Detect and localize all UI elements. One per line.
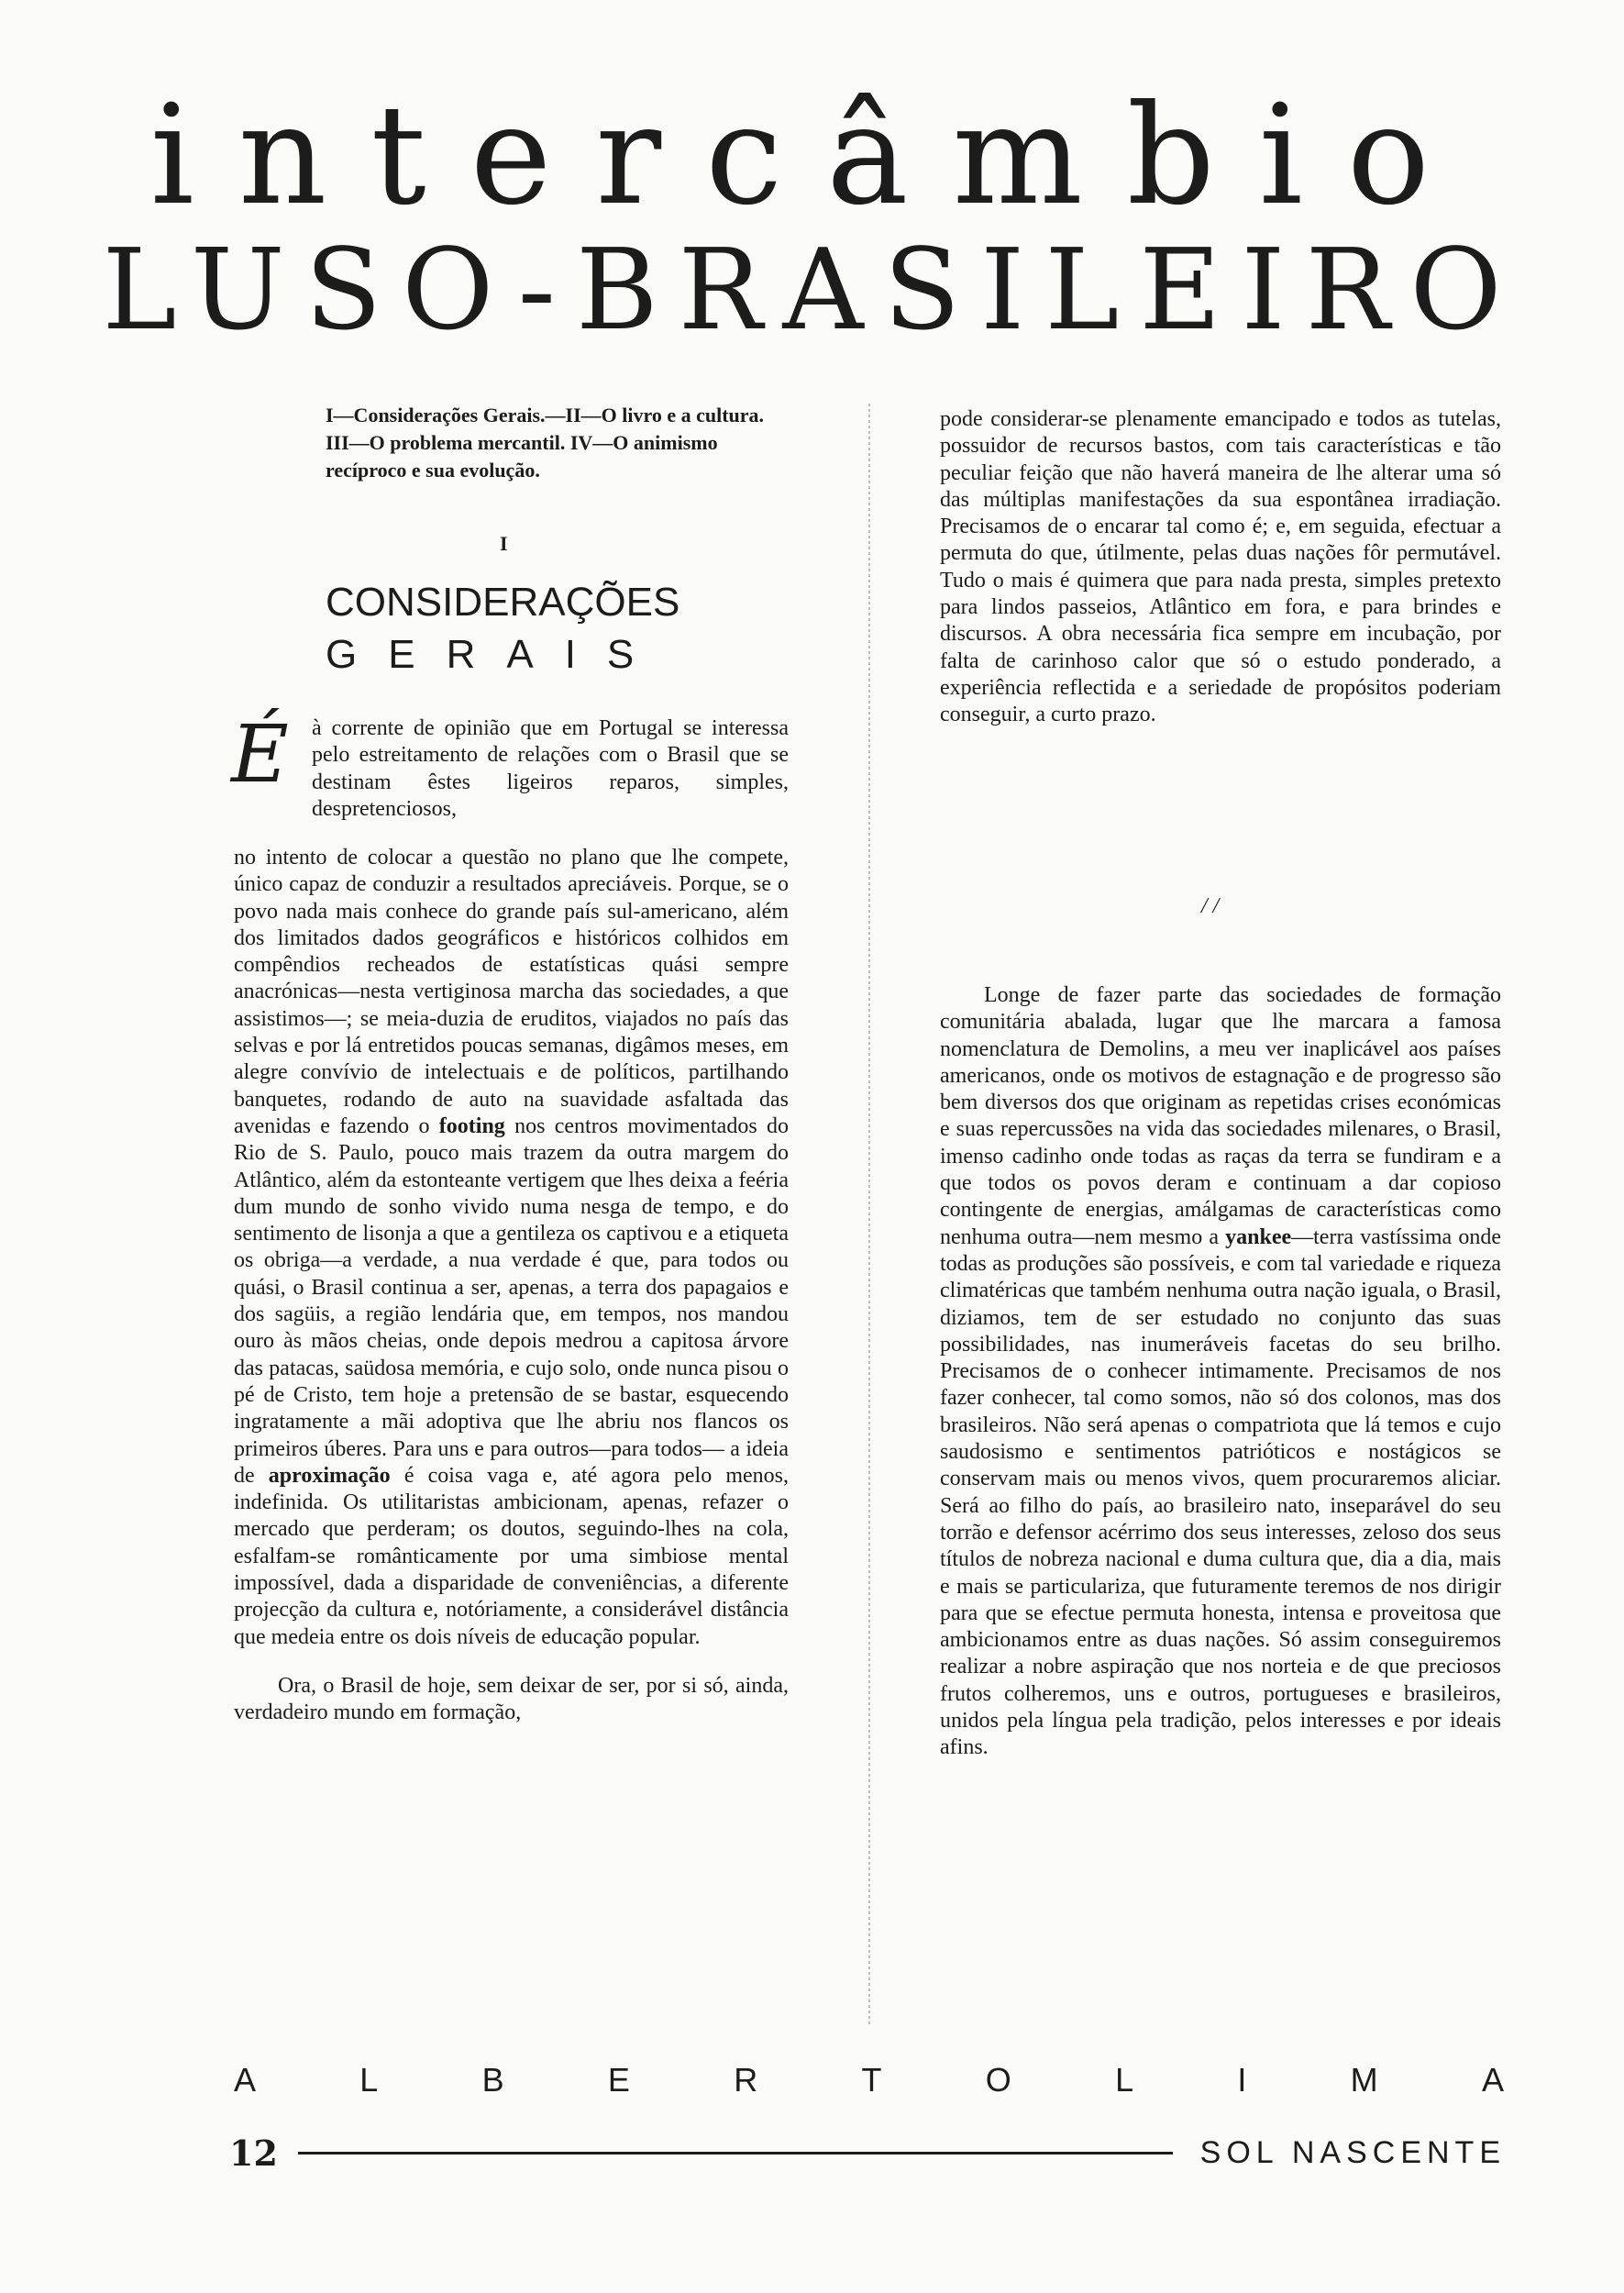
- right-paragraph-2-part-b: —terra vastíssima onde todas as produções são possíveis, e com tal variedade e riqueza climatéricas que também nenhuma outra nação iguala, o Brasil, diziamos, tem de ser estudado no conjunto das suas possibilidades, nas inumeráveis facetas do seu brilho. Precisamos de o conhecer intimamente. Precisamos de nos fazer conhecer, tal como somos, não só dos colonos, mas dos brasileiros. Não será apenas o compatriota que lá temos e cujo saudosismo e sentimentos patrióticos e nostágicos se conservam mais ou menos vivos, quem procuraremos aliciar. Será ao filho do país, ao brasileiro nato, inseparável do seu torrão e defensor acérrimo dos seus interesses, zeloso dos seus títulos de nobreza nacional e duma cultura que, dia a dia, mais e mais se particulariza, que futuramente teremos de nos dirigir para que se efectue permuta honesta, intensa e proveitosa que ambicionamos entre as duas nações. Só assim conseguiremos realizar a nobre aspiração que nos norteia e de que preciosos frutos colheremos, uns e outros, portugueses e brasileiros, unidos pela língua pela tradição, pelos interesses e por ideais afins.: [940, 1224, 1501, 1760]
- author-letter: M: [1350, 2061, 1378, 2099]
- paragraph-1-part-a: no intento de colocar a questão no plano que lhe compete, único capaz de conduzir a resultados apreciáveis. Porque, se o povo nada mais conhece do grande país sul-americano, além dos limitados dados geográficos e históricos colhidos em compêndios recheados de estatísticas quási sempre anacrónicas—nesta vertiginosa marcha das sociedades, a que assistimos—; se meia-duzia de eruditos, viajados no país das selvas e por lá entretidos poucas semanas, digâmos meses, em alegre convívio de intelectuais e de políticos, partilhando banquetes, rodando de auto na suavidade asfaltada das avenidas e fazendo o: [234, 846, 789, 1138]
- title-line-2: LUSO-BRASILEIRO: [102, 225, 1522, 355]
- right-paragraph-1: pode considerar-se plenamente emancipado e todos as tutelas, possuidor de recursos bastos, com tais características e tão peculiar feição que não haverá maneira de lhe alterar uma só das múltiplas manifestações da sua espontânea irradiação. Precisamos de o encarar tal como é; e, em seguida, efectuar a permuta do que, útilmente, pelas duas nações fôr permutável. Tudo o mais é quimera que para nada presta, simples pretexto para lindos passeios, Atlântico em fora, e para brindes e discursos. A obra necessária fica sempre em incubação, por falta de carinhoso calor que só o estudo ponderado, a experiência reflectida e a seriedade de propósitos poderiam conseguir, a curto prazo.: [940, 407, 1501, 727]
- author-letter: A: [1481, 2061, 1504, 2099]
- author-letter: A: [234, 2061, 257, 2099]
- footing-term: footing: [438, 1113, 505, 1138]
- author-letter: I: [1237, 2061, 1247, 2099]
- right-paragraph-2: [940, 982, 1501, 1762]
- title-line-1: intercâmbio: [149, 76, 1475, 236]
- page-number: 12: [229, 2132, 278, 2174]
- section-separator: / /: [1201, 894, 1220, 918]
- left-column-body: [234, 823, 789, 1749]
- author-byline: [234, 2061, 1504, 2099]
- page-footer: [229, 2132, 1506, 2174]
- right-paragraph-2-part-a: Longe de fazer parte das sociedades de formação comunitária abalada, lugar que lhe marcara a famosa nomenclatura de Demolins, a meu ver inaplicável aos países americanos, onde os motivos de estagnação e de progresso são bem diversos dos que originam as repetidas crises económicas e suas repercussões na vida das sociedades milenares, o Brasil, imenso cadinho onde todas as raças da terra se fundiram e a que todos os povos deram e continuam a dar copioso contingente de energias, amálgamas de características como nenhuma outra—nem mesmo a: [940, 983, 1501, 1249]
- right-column-bottom: [940, 960, 1501, 1784]
- article-summary: I—Considerações Gerais.—II—O livro e a cultura. III—O problema mercantil. IV—O animismo recíproco e sua evolução.: [326, 404, 765, 482]
- paragraph-2: Ora, o Brasil de hoje, sem deixar de ser, por si só, ainda, verdadeiro mundo em formação,: [234, 1673, 789, 1725]
- author-letter: L: [359, 2061, 379, 2099]
- author-letter: E: [607, 2061, 630, 2099]
- yankee-term: yankee: [1225, 1224, 1292, 1249]
- section-number: I: [500, 532, 508, 555]
- author-letter: T: [861, 2061, 882, 2099]
- paragraph-1-part-c: é coisa vaga e, até agora pelo menos, indefinida. Os utilitaristas ambicionam, apenas, refazer o mercado que perderam; os doutos, seguindo-lhes na cola, esfalfam-se românticamente por uma simbiose mental impossível, dada a disparidade de conveniências, a diferente projecção da cultura e, notóriamente, a considerável distância que medeia entre os dois níveis de educação popular.: [234, 1463, 789, 1649]
- column-divider: [868, 404, 870, 2027]
- paragraph-1: [234, 845, 789, 1651]
- aproximacao-term: aproximação: [268, 1463, 391, 1488]
- author-letter: O: [985, 2061, 1011, 2099]
- footer-rule: [298, 2152, 1173, 2155]
- intro-paragraph: à corrente de opinião que em Portugal se interessa pelo estreitamento de relações com o Brasil que se destinam êstes ligeiros reparos, simples, despretenciosos,: [312, 716, 789, 821]
- drop-cap: É: [231, 709, 289, 801]
- section-heading-line-1: CONSIDERAÇÕES: [326, 580, 680, 625]
- author-letter: R: [734, 2061, 758, 2099]
- paragraph-1-part-b: nos centros movimentados do Rio de S. Paulo, pouco mais trazem da outra margem do Atlântico, além da estonteante vertigem que lhes deixa a feéria dum mundo de sonho vivido numa nesga de tempo, e do sentimento de lisonja a que a gentileza os captivou e a etiqueta os obriga—a verdade, a nua verdade é que, para todos ou quási, o Brasil continua a ser, apenas, a terra dos papagaios e dos sagüis, a região lendária que, em tempos, nos mandou ouro às mãos cheias, onde depois medrou a capitosa árvore das patacas, saüdosa memória, e cujo solo, onde nunca pisou o pé de Cristo, tem hoje a pretensão de se bastar, esquecendo ingratamente a mãi adoptiva que lhe abriu nos flancos os primeiros úberes. Para uns e para outros—para todos— a ideia de: [234, 1113, 789, 1488]
- author-letter: L: [1115, 2061, 1134, 2099]
- magazine-name: SOL NASCENTE: [1199, 2135, 1506, 2170]
- author-letter: B: [481, 2061, 504, 2099]
- section-heading-line-2: GERAIS: [326, 632, 666, 677]
- right-column-top: [940, 406, 1501, 729]
